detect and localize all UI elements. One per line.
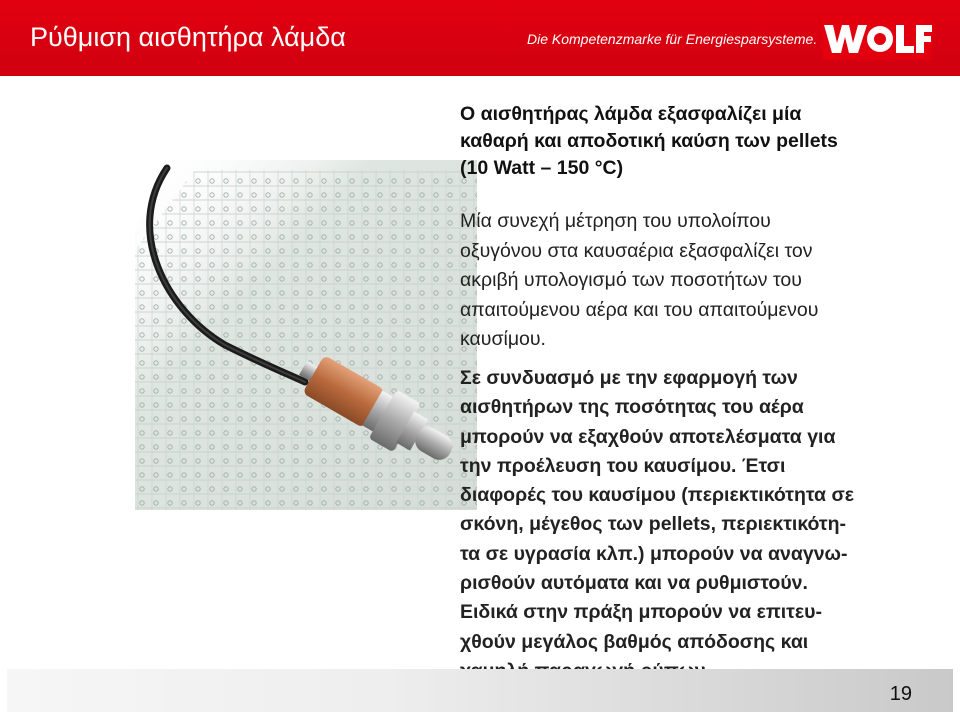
intro-paragraph	[460, 101, 930, 182]
footer-bar	[7, 669, 953, 712]
paragraph-line: χθούν μεγάλος βαθμός απόδοσης και	[460, 630, 809, 653]
lambda-sensor-photo	[135, 160, 477, 510]
header-bar	[0, 0, 960, 76]
paragraph-line: αισθητήρων της ποσότητας του αέρα	[460, 396, 804, 419]
paragraph-line: την προέλευση του καυσίμου. Έτσι	[460, 454, 786, 477]
wolf-logo	[822, 16, 932, 60]
fuel-paragraph	[460, 364, 930, 686]
oxygen-paragraph	[460, 207, 930, 355]
paragraph-line: απαιτούμενου αέρα και του απαιτούμενου	[460, 298, 819, 321]
page-number: 19	[889, 683, 912, 705]
brand-tagline: Die Kompetenzmarke für Energiesparsysteme.	[527, 31, 818, 47]
paragraph-line: ρισθούν αυτόματα και να ρυθμιστούν.	[460, 572, 808, 595]
paragraph-line: τα σε υγρασία κλπ.) μπορούν να αναγνω-	[460, 542, 848, 565]
paragraph-line: καυσίμου.	[460, 328, 546, 350]
paragraph-line: Μία συνεχή μέτρηση του υπολοίπου	[460, 210, 771, 232]
paragraph-line: οξυγόνου στα καυσαέρια εξασφαλίζει τον	[460, 239, 813, 262]
paragraph-line: ακριβή υπολογισμό των ποσοτήτων του	[460, 269, 802, 291]
paragraph-line: μπορούν να εξαχθούν αποτελέσματα για	[460, 425, 836, 448]
intro-line: καθαρή και αποδοτική καύση των pellets	[460, 130, 838, 152]
paragraph-line: Ειδικά στην πράξη μπορούν να επιτευ-	[460, 601, 822, 624]
paragraph-line: Σε συνδυασμό με την εφαρμογή των	[460, 367, 798, 389]
paragraph-line: σκόνη, μέγεθος των pellets, περιεκτικότη-	[460, 513, 847, 536]
paragraph-line: διαφορές του καυσίμου (περιεκτικότητα σε	[460, 484, 855, 507]
slide-title: Ρύθμιση αισθητήρα λάμδα	[30, 22, 346, 52]
intro-line: Ο αισθητήρας λάμδα εξασφαλίζει μία	[460, 103, 802, 125]
intro-line: (10 Watt – 150 °C)	[460, 157, 624, 179]
